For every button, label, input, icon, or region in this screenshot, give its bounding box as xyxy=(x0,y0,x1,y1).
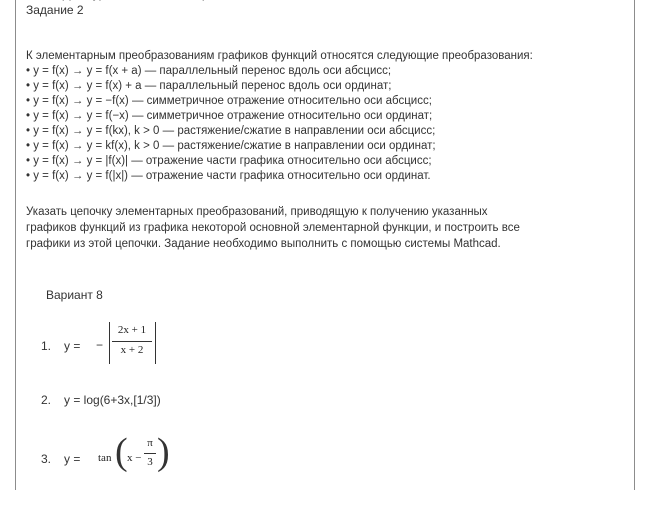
rule-item: • y = f(x) → y = f(−x) — симметричное отражение относительно оси ординат; xyxy=(26,110,433,122)
item-number: 2. xyxy=(41,393,52,407)
document-frame xyxy=(15,0,635,490)
paren-right-icon: ) xyxy=(157,431,170,473)
formula-arg: x − xyxy=(127,452,142,464)
fraction-numerator: 2x + 1 xyxy=(117,324,147,336)
description-line: графики из этой цепочки. Задание необходимо выполнить с помощью системы Mathcad. xyxy=(26,238,501,250)
fraction-denominator: 3 xyxy=(147,456,153,468)
rule-item: • y = f(x) → y = −f(x) — симметричное отражение относительно оси абсцисс; xyxy=(26,95,432,107)
formula-minus: − xyxy=(96,338,104,352)
formula-text: y = log(6+3x,[1/3]) xyxy=(64,393,161,407)
fraction-numerator: π xyxy=(147,437,153,449)
item-number: 3. xyxy=(41,452,52,466)
rule-item: • y = f(x) → y = f(x) + a — параллельный перенос вдоль оси ординат; xyxy=(26,80,392,92)
fraction xyxy=(144,437,156,473)
fraction-bar xyxy=(144,453,156,454)
variant-label: Вариант 8 xyxy=(46,288,103,302)
fraction-bar xyxy=(112,341,152,342)
rule-item: • y = f(x) → y = f(kx), k > 0 — растяжение/сжатие в направлении оси абсцисс; xyxy=(26,125,436,137)
fraction-denominator: x + 2 xyxy=(120,344,144,356)
formula-lhs: y = xyxy=(64,339,81,353)
abs-bar-right xyxy=(155,322,156,364)
paren-left-icon: ( xyxy=(115,431,128,473)
description-line: графиков функций из графика некоторой основной элементарной функции, и построить все xyxy=(26,222,520,234)
item-number: 1. xyxy=(41,339,52,353)
rule-item: • y = f(x) → y = |f(x)| — отражение части графика относительно оси абсцисс; xyxy=(26,155,432,167)
rule-item: • y = f(x) → y = f(x + a) — параллельный перенос вдоль оси абсцисс; xyxy=(26,65,392,77)
header-cut-line xyxy=(26,0,229,1)
fraction xyxy=(112,324,152,364)
task-title: Задание 2 xyxy=(26,3,84,17)
intro-text: К элементарным преобразованиям графиков функций относятся следующие преобразования: xyxy=(26,50,533,62)
abs-bar-left xyxy=(109,322,110,364)
formula-lhs: y = xyxy=(64,452,81,466)
rule-item: • y = f(x) → y = kf(x), k > 0 — растяжение/сжатие в направлении оси ординат; xyxy=(26,140,436,152)
formula-func: tan xyxy=(98,452,112,464)
description-line: Указать цепочку элементарных преобразований, приводящую к получению указанных xyxy=(26,206,488,218)
rule-item: • y = f(x) → y = f(|x|) — отражение части графика относительно оси ординат. xyxy=(26,170,431,182)
